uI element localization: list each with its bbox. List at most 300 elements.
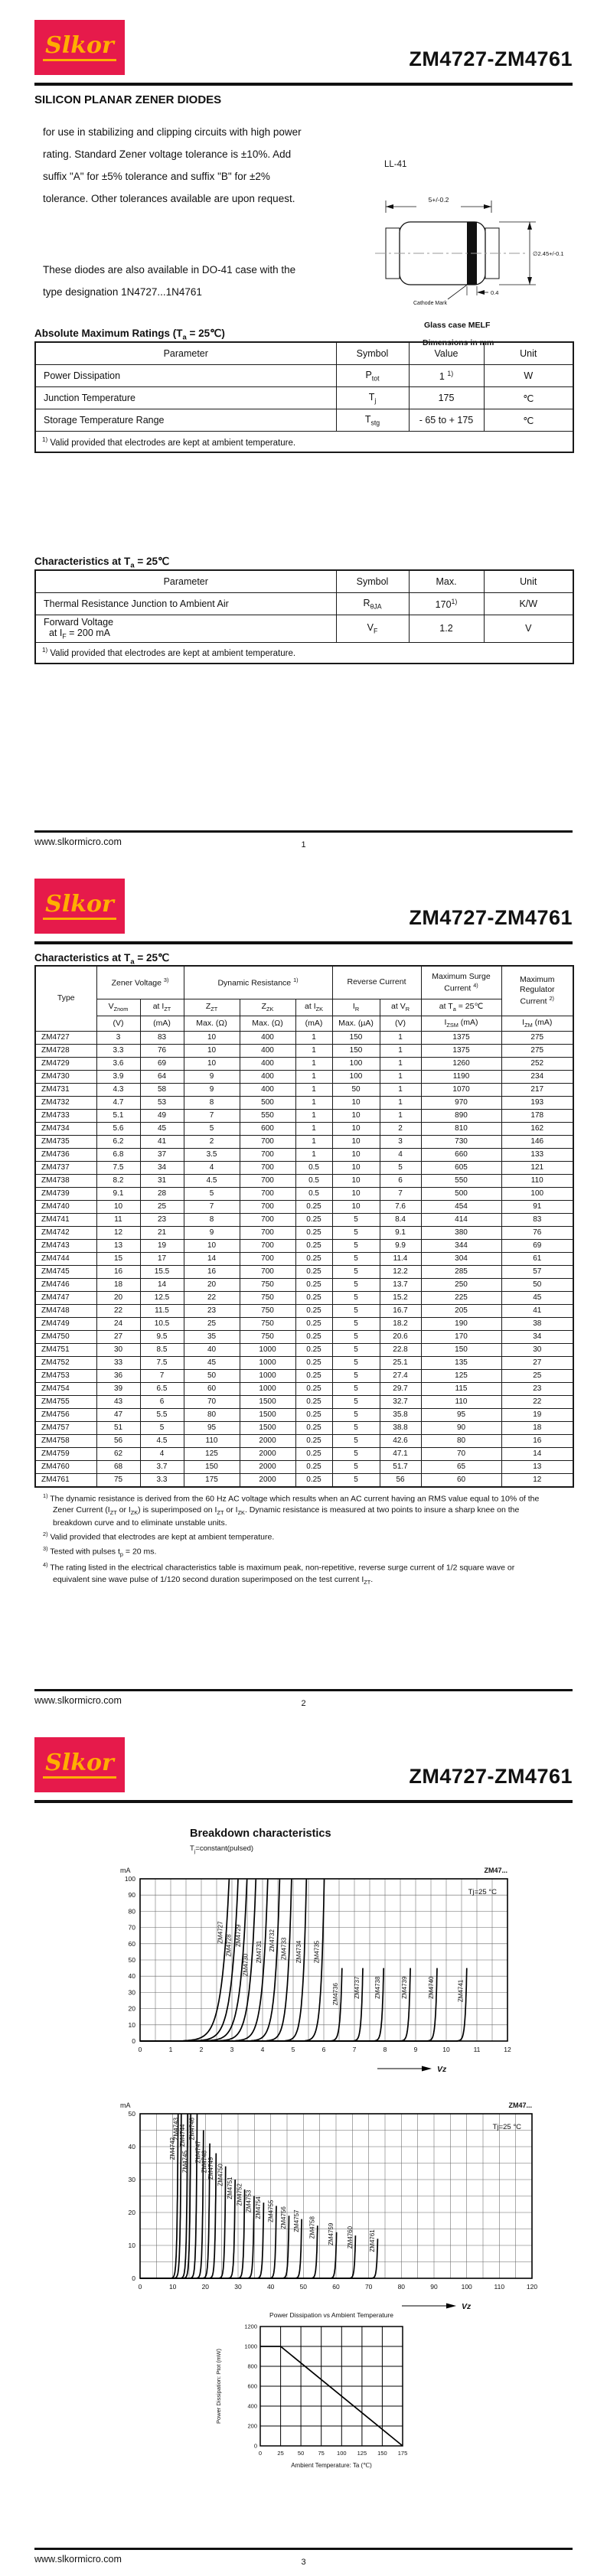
- table-row: [35, 1422, 573, 1435]
- svg-text:20: 20: [128, 2004, 135, 2013]
- cell-value: 14: [140, 1279, 184, 1292]
- cell-value: 100: [332, 1058, 380, 1071]
- col-at-izt: at $I_{ZT}$: [140, 999, 184, 1016]
- cell-value: 217: [501, 1084, 573, 1097]
- footnote: $^{3)}$ Tested with pulses $t_p = 20$ ms.: [43, 1545, 157, 1559]
- curve-label: ZM4731: [255, 1940, 263, 1964]
- svg-text:40: 40: [128, 2143, 135, 2150]
- svg-text:25: 25: [277, 2450, 284, 2457]
- group-max-surge-current: Maximum Surge Current $^{4)}$: [421, 966, 501, 999]
- cell-value: 10: [184, 1032, 240, 1045]
- cell-value: 18: [96, 1279, 140, 1292]
- cell-value: V: [484, 615, 573, 643]
- cell-parameter: Power Dissipation: [35, 365, 336, 387]
- cell-value: 17: [140, 1253, 184, 1266]
- cell-parameter: ZM4737: [35, 1162, 96, 1175]
- svg-text:12: 12: [504, 2046, 511, 2053]
- cell-value: 3.3: [140, 1474, 184, 1488]
- cell-value: 0.25: [295, 1253, 332, 1266]
- cell-value: 10: [332, 1175, 380, 1188]
- table-row: [35, 593, 573, 615]
- cell-value: 22.8: [380, 1344, 421, 1357]
- table-header-row: [35, 570, 573, 593]
- cell-value: 22: [96, 1305, 140, 1318]
- cell-value: 3.9: [96, 1071, 140, 1084]
- cell-value: 2000: [240, 1435, 295, 1448]
- cell-parameter: Thermal Resistance Junction to Ambient Air: [35, 593, 336, 615]
- cell-value: 5: [332, 1383, 380, 1396]
- cell-value: $R_{\theta JA}$: [336, 593, 409, 615]
- cell-value: 1000: [240, 1370, 295, 1383]
- col-parameter: Parameter: [35, 342, 336, 365]
- chart-corner-label: ZM47...: [484, 1867, 507, 1874]
- cell-value: 730: [421, 1136, 501, 1149]
- curve-label: ZM4760: [347, 2225, 354, 2249]
- cell-value: 0.25: [295, 1448, 332, 1461]
- cell-value: 700: [240, 1201, 295, 1214]
- cell-value: 3.6: [96, 1058, 140, 1071]
- cell-value: 2000: [240, 1448, 295, 1461]
- svg-text:0: 0: [132, 2274, 135, 2282]
- cell-value: 5: [332, 1318, 380, 1331]
- cell-value: $P_{tot}$: [336, 365, 409, 387]
- cell-value: 25.1: [380, 1357, 421, 1370]
- cell-value: 51: [96, 1422, 140, 1435]
- page-title: SILICON PLANAR ZENER DIODES: [34, 93, 222, 106]
- cell-value: 11: [96, 1214, 140, 1227]
- cell-value: 970: [421, 1097, 501, 1110]
- cell-value: 8: [184, 1097, 240, 1110]
- cell-value: 43: [96, 1396, 140, 1409]
- cell-value: 1190: [421, 1071, 501, 1084]
- description-paragraph-1: for use in stabilizing and clipping circuits with high power rating. Standard Zener voltage tolerance is ±10%. Add suffix "A" for ±5% tolerance and suffix "B" for ±2% tolerance. Other tolerances available are upon request.: [43, 126, 302, 204]
- cell-value: 76: [501, 1227, 573, 1240]
- cell-value: 16: [184, 1266, 240, 1279]
- cell-value: 4: [184, 1162, 240, 1175]
- svg-text:70: 70: [128, 1923, 135, 1932]
- cell-parameter: ZM4745: [35, 1266, 96, 1279]
- cell-value: 16: [501, 1435, 573, 1448]
- table-row: [35, 1162, 573, 1175]
- cell-value: 60: [421, 1474, 501, 1488]
- cell-value: 750: [240, 1279, 295, 1292]
- cell-value: 700: [240, 1188, 295, 1201]
- cell-value: 0.25: [295, 1461, 332, 1474]
- svg-text:110: 110: [494, 2283, 505, 2291]
- curve-ZM4750: [140, 2167, 226, 2278]
- cell-value: 1: [380, 1058, 421, 1071]
- unit-ma-2: (mA): [295, 1016, 332, 1032]
- curve-ZM4757: [140, 2219, 302, 2278]
- cell-value: 15.2: [380, 1292, 421, 1305]
- table-row: [35, 1383, 573, 1396]
- document-title: ZM4727-ZM4761: [409, 906, 573, 929]
- breakdown-low-svg: [103, 1856, 593, 2082]
- table-row: [35, 615, 573, 643]
- cathode-mark-label: Cathode Mark: [413, 301, 447, 306]
- cell-value: 23: [184, 1305, 240, 1318]
- cell-value: 500: [421, 1188, 501, 1201]
- curve-label: ZM4742: [169, 2137, 177, 2160]
- curve-ZM4740: [140, 1968, 437, 2041]
- table-row: [35, 1292, 573, 1305]
- cell-value: 57: [501, 1266, 573, 1279]
- cell-value: 5.5: [140, 1409, 184, 1422]
- cell-value: 170$^{1)}$: [409, 593, 484, 615]
- svg-text:9: 9: [413, 2046, 418, 2053]
- cell-value: 70: [184, 1396, 240, 1409]
- cell-parameter: ZM4760: [35, 1461, 96, 1474]
- svg-text:100: 100: [124, 1875, 135, 1883]
- cell-value: 285: [421, 1266, 501, 1279]
- cell-value: 1: [295, 1071, 332, 1084]
- footer-rule: [34, 830, 573, 833]
- cell-value: 14: [501, 1448, 573, 1461]
- col-vznom: $V_{Znom}$: [96, 999, 140, 1016]
- cell-value: 5: [332, 1240, 380, 1253]
- svg-text:6: 6: [321, 2046, 326, 2053]
- svg-text:1000: 1000: [244, 2343, 257, 2350]
- characteristics-title: Characteristics at $T_a$ = 25℃: [34, 556, 170, 570]
- curve-label: ZM4736: [332, 1983, 340, 2006]
- cell-value: 23: [501, 1383, 573, 1396]
- temperature-annotation: Tj=25 °C: [492, 2123, 521, 2131]
- cell-value: 750: [240, 1318, 295, 1331]
- cell-parameter: ZM4736: [35, 1149, 96, 1162]
- curve-label: ZM4740: [427, 1976, 435, 1999]
- band-dimension: 0.4: [491, 289, 499, 296]
- cell-value: 28: [140, 1188, 184, 1201]
- header-rule: [34, 941, 573, 944]
- cell-value: 1070: [421, 1084, 501, 1097]
- table-row: [35, 1071, 573, 1084]
- svg-text:75: 75: [318, 2450, 325, 2457]
- length-dimension: 5+/-0.2: [428, 196, 449, 204]
- cell-value: 53: [140, 1097, 184, 1110]
- chart-corner-label: ZM47...: [508, 2102, 532, 2109]
- cell-value: 1500: [240, 1396, 295, 1409]
- svg-text:40: 40: [266, 2283, 275, 2291]
- cell-value: 7: [380, 1188, 421, 1201]
- cell-value: 80: [184, 1409, 240, 1422]
- svg-text:90: 90: [430, 2283, 438, 2291]
- curve-label: ZM4750: [217, 2164, 224, 2186]
- cell-value: 5: [332, 1435, 380, 1448]
- cell-value: 1: [295, 1110, 332, 1123]
- cell-value: 21: [140, 1227, 184, 1240]
- cell-value: 5: [380, 1162, 421, 1175]
- cell-value: 1: [380, 1045, 421, 1058]
- cell-value: 400: [240, 1045, 295, 1058]
- cell-value: 29.7: [380, 1383, 421, 1396]
- cell-value: 1.2: [409, 615, 484, 643]
- cell-value: 1: [295, 1045, 332, 1058]
- cell-value: 193: [501, 1097, 573, 1110]
- cell-value: 24: [96, 1318, 140, 1331]
- footer-website: www.slkormicro.com: [34, 836, 122, 847]
- cell-value: 5: [332, 1370, 380, 1383]
- table-row: [35, 1240, 573, 1253]
- cell-value: 25: [184, 1318, 240, 1331]
- cell-parameter: ZM4754: [35, 1383, 96, 1396]
- cell-value: 4.5: [140, 1435, 184, 1448]
- cell-value: 0.5: [295, 1162, 332, 1175]
- cell-parameter: ZM4755: [35, 1396, 96, 1409]
- table-row: [35, 1227, 573, 1240]
- cell-value: 600: [240, 1123, 295, 1136]
- cell-value: 30: [96, 1344, 140, 1357]
- cell-value: 83: [140, 1032, 184, 1045]
- cell-value: 10: [332, 1149, 380, 1162]
- cell-value: 6: [380, 1175, 421, 1188]
- cell-value: 34: [140, 1162, 184, 1175]
- cell-value: 175: [409, 387, 484, 409]
- cell-parameter: ZM4734: [35, 1123, 96, 1136]
- cell-value: 250: [421, 1279, 501, 1292]
- cell-parameter: ZM4732: [35, 1097, 96, 1110]
- cell-value: 5: [332, 1357, 380, 1370]
- cell-value: 16.7: [380, 1305, 421, 1318]
- cell-value: 76: [140, 1045, 184, 1058]
- cell-value: 5: [332, 1396, 380, 1409]
- cell-value: 41: [501, 1305, 573, 1318]
- footer-rule: [34, 1689, 573, 1691]
- cell-value: 7: [184, 1110, 240, 1123]
- cell-parameter: ZM4733: [35, 1110, 96, 1123]
- group-dynamic-resistance: Dynamic Resistance $^{1)}$: [184, 966, 332, 999]
- cell-value: 0.25: [295, 1396, 332, 1409]
- x-axis-label: Ambient Temperature: Ta (℃): [291, 2462, 372, 2469]
- slkor-logo: [34, 1737, 125, 1792]
- cell-value: 10: [332, 1188, 380, 1201]
- curve-label: ZM4753: [245, 2190, 253, 2212]
- table-row: [35, 1448, 573, 1461]
- cell-parameter: ZM4743: [35, 1240, 96, 1253]
- cell-value: 1: [295, 1123, 332, 1136]
- cell-value: 45: [140, 1123, 184, 1136]
- svg-text:10: 10: [442, 2046, 450, 2053]
- cell-value: 68: [96, 1461, 140, 1474]
- cell-value: 1500: [240, 1409, 295, 1422]
- unit-max-ohm-2: Max. (Ω): [240, 1016, 295, 1032]
- cell-value: 5: [184, 1123, 240, 1136]
- svg-text:50: 50: [297, 2450, 305, 2457]
- breakdown-subtitle: $T_j=constant(pulsed)$: [190, 1844, 254, 1854]
- cell-value: 7: [184, 1201, 240, 1214]
- unit-v-2: (V): [380, 1016, 421, 1032]
- cell-value: 162: [501, 1123, 573, 1136]
- cell-parameter: ZM4751: [35, 1344, 96, 1357]
- cell-value: 83: [501, 1214, 573, 1227]
- cell-value: 14: [184, 1253, 240, 1266]
- cell-parameter: Junction Temperature: [35, 387, 336, 409]
- cell-value: 5: [332, 1266, 380, 1279]
- cell-value: 605: [421, 1162, 501, 1175]
- cell-value: 7: [140, 1370, 184, 1383]
- cell-value: 5: [332, 1292, 380, 1305]
- svg-text:30: 30: [234, 2283, 242, 2291]
- table-row: [35, 1409, 573, 1422]
- col-zzt: $Z_{ZT}$: [184, 999, 240, 1016]
- svg-text:11: 11: [473, 2046, 481, 2053]
- abs-max-table: [34, 341, 574, 453]
- cell-value: 5: [332, 1331, 380, 1344]
- cell-value: 10: [332, 1162, 380, 1175]
- cell-value: 50: [184, 1370, 240, 1383]
- chart-title: Power Dissipation vs Ambient Temperature: [269, 2311, 393, 2319]
- cell-value: 1: [380, 1084, 421, 1097]
- package-svg: [369, 152, 592, 358]
- cell-value: 0.25: [295, 1409, 332, 1422]
- cell-value: 3: [96, 1032, 140, 1045]
- cell-value: 110: [501, 1175, 573, 1188]
- cell-value: W: [484, 365, 573, 387]
- axis-ticks: [244, 2323, 407, 2457]
- curve-label: ZM4751: [226, 2177, 233, 2199]
- cell-value: 6.2: [96, 1136, 140, 1149]
- col-max: Max.: [409, 570, 484, 593]
- cell-value: 1: [380, 1071, 421, 1084]
- cell-value: 125: [184, 1448, 240, 1461]
- cell-value: 275: [501, 1032, 573, 1045]
- cell-value: 1375: [421, 1032, 501, 1045]
- curve-label: ZM4748: [201, 2150, 208, 2173]
- cell-value: 150: [421, 1344, 501, 1357]
- svg-text:10: 10: [128, 2242, 135, 2249]
- col-parameter: Parameter: [35, 570, 336, 593]
- cell-value: 110: [421, 1396, 501, 1409]
- x-axis-arrow: [422, 2066, 432, 2072]
- table-row: [35, 1136, 573, 1149]
- cell-value: 454: [421, 1201, 501, 1214]
- cell-value: 1000: [240, 1357, 295, 1370]
- curve-label: ZM4747: [194, 2141, 202, 2164]
- cell-value: 304: [421, 1253, 501, 1266]
- cell-value: 5: [332, 1422, 380, 1435]
- table-row: [35, 1253, 573, 1266]
- cell-value: 4.3: [96, 1084, 140, 1097]
- cell-value: 1: [295, 1097, 332, 1110]
- cell-value: 9: [184, 1071, 240, 1084]
- curve-ZM4759: [140, 2232, 337, 2278]
- cell-value: 5: [332, 1409, 380, 1422]
- cell-value: 1: [295, 1084, 332, 1097]
- cell-value: 150: [332, 1045, 380, 1058]
- cell-value: 7.6: [380, 1201, 421, 1214]
- svg-text:0: 0: [258, 2450, 263, 2457]
- cell-value: 2000: [240, 1474, 295, 1488]
- cell-value: 9.1: [96, 1188, 140, 1201]
- cell-value: 22: [184, 1292, 240, 1305]
- cell-value: 7.5: [140, 1357, 184, 1370]
- svg-text:7: 7: [352, 2046, 357, 2053]
- svg-text:120: 120: [526, 2283, 538, 2291]
- cell-value: 0.25: [295, 1474, 332, 1488]
- cell-value: 9: [184, 1227, 240, 1240]
- cell-value: 91: [501, 1201, 573, 1214]
- table-footnote: $^{1)}$ Valid provided that electrodes are kept at ambient temperature.: [35, 642, 573, 664]
- cell-parameter: ZM4727: [35, 1032, 96, 1045]
- cell-value: 69: [501, 1240, 573, 1253]
- cell-value: 135: [421, 1357, 501, 1370]
- table-row: [35, 1357, 573, 1370]
- axis-ticks: [125, 1875, 511, 2053]
- curve-label: ZM4735: [313, 1940, 321, 1964]
- cell-value: 0.25: [295, 1266, 332, 1279]
- table-subheader-row: [35, 999, 573, 1016]
- cell-value: 810: [421, 1123, 501, 1136]
- cell-value: 3.5: [184, 1149, 240, 1162]
- cell-value: 58: [140, 1084, 184, 1097]
- cell-value: 750: [240, 1305, 295, 1318]
- cell-value: 95: [421, 1409, 501, 1422]
- abs-max-title: Absolute Maximum Ratings ($T_a$ = 25℃): [34, 328, 225, 342]
- cell-value: $T_j$: [336, 387, 409, 409]
- curve-label: ZM4744: [178, 2124, 186, 2147]
- svg-text:100: 100: [461, 2283, 472, 2291]
- svg-text:1: 1: [168, 2046, 173, 2053]
- footer-website: www.slkormicro.com: [34, 2554, 122, 2565]
- curve-label: ZM4733: [280, 1937, 288, 1960]
- cell-parameter: ZM4752: [35, 1357, 96, 1370]
- cell-value: 4: [380, 1149, 421, 1162]
- cell-value: 13.7: [380, 1279, 421, 1292]
- document-title: ZM4727-ZM4761: [409, 47, 573, 70]
- cell-value: 56: [380, 1474, 421, 1488]
- col-value: Value: [409, 342, 484, 365]
- page-number: 1: [301, 840, 306, 849]
- cell-value: 15: [96, 1253, 140, 1266]
- col-unit: Unit: [484, 570, 573, 593]
- cell-value: 275: [501, 1045, 573, 1058]
- table-row: [35, 1318, 573, 1331]
- table-group-header-row: [35, 966, 573, 999]
- table-row: [35, 1045, 573, 1058]
- cell-value: 1: [380, 1032, 421, 1045]
- cell-value: 9.1: [380, 1227, 421, 1240]
- cell-value: 700: [240, 1266, 295, 1279]
- cell-value: 20: [184, 1279, 240, 1292]
- cell-value: 10: [332, 1201, 380, 1214]
- cell-value: 1: [295, 1136, 332, 1149]
- cell-value: 400: [240, 1032, 295, 1045]
- cell-value: 1: [295, 1058, 332, 1071]
- cell-value: 0.25: [295, 1240, 332, 1253]
- curve-label: ZM4738: [374, 1976, 382, 1999]
- cell-value: 0.5: [295, 1188, 332, 1201]
- cell-value: 0.25: [295, 1435, 332, 1448]
- cell-value: 56: [96, 1435, 140, 1448]
- curve-label: ZM4759: [328, 2222, 335, 2245]
- svg-text:100: 100: [337, 2450, 347, 2457]
- cell-value: 41: [140, 1136, 184, 1149]
- cell-value: 51.7: [380, 1461, 421, 1474]
- cell-value: 38.8: [380, 1422, 421, 1435]
- table-row: [35, 1110, 573, 1123]
- footnotes: [43, 1492, 548, 1589]
- cell-value: 30: [501, 1344, 573, 1357]
- col-ir: $I_R$: [332, 999, 380, 1016]
- header-rule: [34, 83, 573, 86]
- svg-text:50: 50: [128, 1956, 135, 1964]
- cell-parameter: Forward Voltage at $I_F = 200$ mA: [35, 615, 336, 643]
- table-row: [35, 1149, 573, 1162]
- cell-value: 1500: [240, 1422, 295, 1435]
- curve-label: ZM4732: [268, 1929, 276, 1952]
- curve-label: ZM4745: [181, 2150, 189, 2173]
- y-unit-label: mA: [120, 2102, 131, 2109]
- cell-value: 344: [421, 1240, 501, 1253]
